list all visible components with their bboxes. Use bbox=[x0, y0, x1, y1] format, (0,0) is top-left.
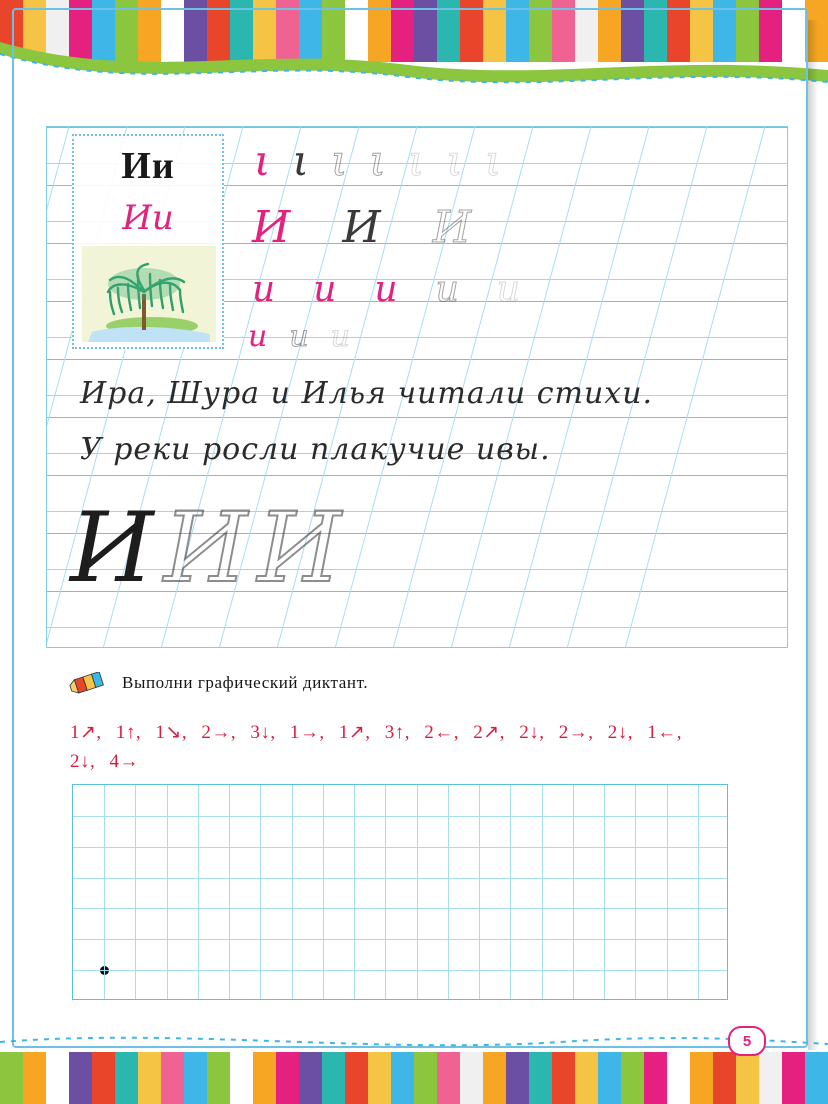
trace-glyph: ι bbox=[292, 136, 309, 185]
ruling-line bbox=[47, 417, 788, 418]
grid-line-vertical bbox=[198, 785, 199, 1000]
cursive-letter: Ии bbox=[122, 198, 174, 238]
page-edge-shadow bbox=[808, 20, 818, 1050]
dictation-step: 2←, bbox=[424, 722, 460, 743]
trace-glyph: ι bbox=[254, 136, 271, 185]
trace-glyph: и bbox=[313, 269, 337, 310]
grid-line-horizontal bbox=[73, 939, 728, 940]
trace-glyph: ι bbox=[330, 136, 348, 185]
grid-line-vertical bbox=[354, 785, 355, 1000]
ruling-line bbox=[47, 127, 788, 128]
trace-glyph: и bbox=[496, 269, 520, 310]
color-stripe bbox=[299, 1052, 322, 1104]
color-stripe bbox=[23, 1052, 46, 1104]
grid-line-vertical bbox=[135, 785, 136, 1000]
trace-glyph: ι bbox=[484, 136, 502, 185]
grid-line-vertical bbox=[698, 785, 699, 1000]
color-stripe bbox=[759, 1052, 782, 1104]
color-stripe bbox=[184, 1052, 207, 1104]
color-stripe bbox=[230, 1052, 253, 1104]
ruling-line bbox=[47, 627, 788, 628]
task-instruction-row bbox=[68, 672, 368, 694]
color-stripe bbox=[782, 1052, 805, 1104]
dictation-step: 1→, bbox=[289, 722, 325, 743]
large-letter: И bbox=[257, 492, 342, 604]
dictation-step: 2→, bbox=[558, 722, 594, 743]
color-stripe bbox=[437, 1052, 460, 1104]
color-stripe bbox=[667, 1052, 690, 1104]
grid-line-vertical bbox=[448, 785, 449, 1000]
large-letter-tracing-row bbox=[70, 492, 342, 604]
color-stripe bbox=[621, 1052, 644, 1104]
color-stripe bbox=[161, 1052, 184, 1104]
grid-line-horizontal bbox=[73, 847, 728, 848]
grid-line-vertical bbox=[510, 785, 511, 1000]
grid-line-vertical bbox=[542, 785, 543, 1000]
color-stripe bbox=[644, 1052, 667, 1104]
practice-sentence: У реки росли плакучие ивы. bbox=[80, 432, 551, 467]
dictation-step: 1←, bbox=[647, 722, 682, 743]
dictation-step: 4→ bbox=[109, 751, 139, 773]
trace-row-lowercase-small bbox=[248, 319, 350, 354]
dictation-step: 2↓, bbox=[519, 722, 545, 743]
dictation-step: 3↑, bbox=[384, 722, 411, 743]
color-stripe bbox=[391, 1052, 414, 1104]
dictation-step: 2↓, bbox=[607, 722, 633, 743]
color-stripe bbox=[690, 1052, 713, 1104]
large-letter: И bbox=[70, 492, 154, 604]
grid-line-vertical bbox=[104, 785, 105, 1000]
pencil-icon bbox=[68, 672, 106, 694]
willow-tree-picture bbox=[82, 246, 216, 342]
grid-line-horizontal bbox=[73, 878, 728, 879]
grid-line-horizontal bbox=[73, 970, 728, 971]
large-letter: И bbox=[163, 492, 248, 604]
dictation-step: 2↗, bbox=[473, 722, 505, 743]
trace-row-hooks bbox=[254, 136, 502, 185]
trace-glyph: ι bbox=[407, 136, 425, 185]
color-stripe bbox=[575, 1052, 598, 1104]
practice-sentence: Ира, Шура и Илья читали стихи. bbox=[80, 376, 654, 411]
grid-line-vertical bbox=[229, 785, 230, 1000]
grid-line-vertical bbox=[604, 785, 605, 1000]
color-stripe bbox=[736, 1052, 759, 1104]
color-stripe bbox=[0, 1052, 23, 1104]
color-stripe bbox=[368, 1052, 391, 1104]
ruling-line bbox=[47, 475, 788, 476]
letter-card bbox=[72, 134, 224, 349]
color-stripe bbox=[345, 1052, 368, 1104]
dictation-step: 1↘, bbox=[155, 722, 188, 743]
trace-glyph: и bbox=[330, 319, 350, 354]
trace-glyph: и bbox=[289, 319, 309, 354]
color-stripe bbox=[322, 1052, 345, 1104]
grid-line-vertical bbox=[479, 785, 480, 1000]
grid-line-horizontal bbox=[73, 908, 728, 909]
ruling-line bbox=[47, 359, 788, 360]
color-stripe bbox=[414, 1052, 437, 1104]
color-stripe bbox=[46, 1052, 69, 1104]
page-number: 5 bbox=[728, 1026, 766, 1056]
trace-glyph: и bbox=[435, 269, 459, 310]
color-stripe bbox=[552, 1052, 575, 1104]
color-stripe bbox=[805, 1052, 828, 1104]
color-stripe bbox=[207, 1052, 230, 1104]
color-stripe bbox=[506, 1052, 529, 1104]
printed-letter: Ии bbox=[121, 145, 175, 187]
trace-glyph: и bbox=[248, 319, 268, 354]
color-stripe bbox=[460, 1052, 483, 1104]
dictation-grid bbox=[72, 784, 728, 1000]
grid-line-vertical bbox=[417, 785, 418, 1000]
dictation-step: 2→, bbox=[201, 722, 237, 743]
color-stripe bbox=[483, 1052, 506, 1104]
task-text: Выполни графический диктант. bbox=[122, 673, 369, 692]
color-stripe bbox=[713, 1052, 736, 1104]
color-stripe bbox=[253, 1052, 276, 1104]
grid-line-horizontal bbox=[73, 816, 728, 817]
grid-line-vertical bbox=[573, 785, 574, 1000]
grid-line-vertical bbox=[385, 785, 386, 1000]
dictation-step: 2↓, bbox=[70, 751, 96, 773]
dictation-step: 1↗, bbox=[338, 722, 371, 743]
grid-line-vertical bbox=[635, 785, 636, 1000]
grid-line-vertical bbox=[323, 785, 324, 1000]
grid-line-vertical bbox=[292, 785, 293, 1000]
trace-glyph: ι bbox=[446, 136, 463, 185]
color-stripe bbox=[138, 1052, 161, 1104]
trace-glyph: ι bbox=[369, 136, 386, 185]
color-stripe bbox=[529, 1052, 552, 1104]
grid-line-vertical bbox=[260, 785, 261, 1000]
color-stripe bbox=[115, 1052, 138, 1104]
trace-row-capital bbox=[252, 202, 472, 253]
dictation-step: 1↗, bbox=[70, 722, 102, 743]
grid-line-vertical bbox=[667, 785, 668, 1000]
color-stripe bbox=[598, 1052, 621, 1104]
trace-row-lowercase bbox=[252, 269, 520, 310]
trace-glyph: И bbox=[342, 202, 381, 253]
dictation-steps bbox=[70, 718, 710, 777]
trace-glyph: И bbox=[432, 202, 472, 253]
trace-glyph: и bbox=[252, 269, 276, 310]
color-stripe bbox=[92, 1052, 115, 1104]
grid-line-vertical bbox=[167, 785, 168, 1000]
trace-glyph: И bbox=[252, 202, 291, 253]
dictation-step: 3↓, bbox=[250, 722, 276, 743]
trace-glyph: и bbox=[374, 269, 398, 310]
color-stripe bbox=[276, 1052, 299, 1104]
color-stripe bbox=[69, 1052, 92, 1104]
bottom-stripe-band bbox=[0, 1052, 828, 1104]
dictation-step: 1↑, bbox=[115, 722, 142, 743]
